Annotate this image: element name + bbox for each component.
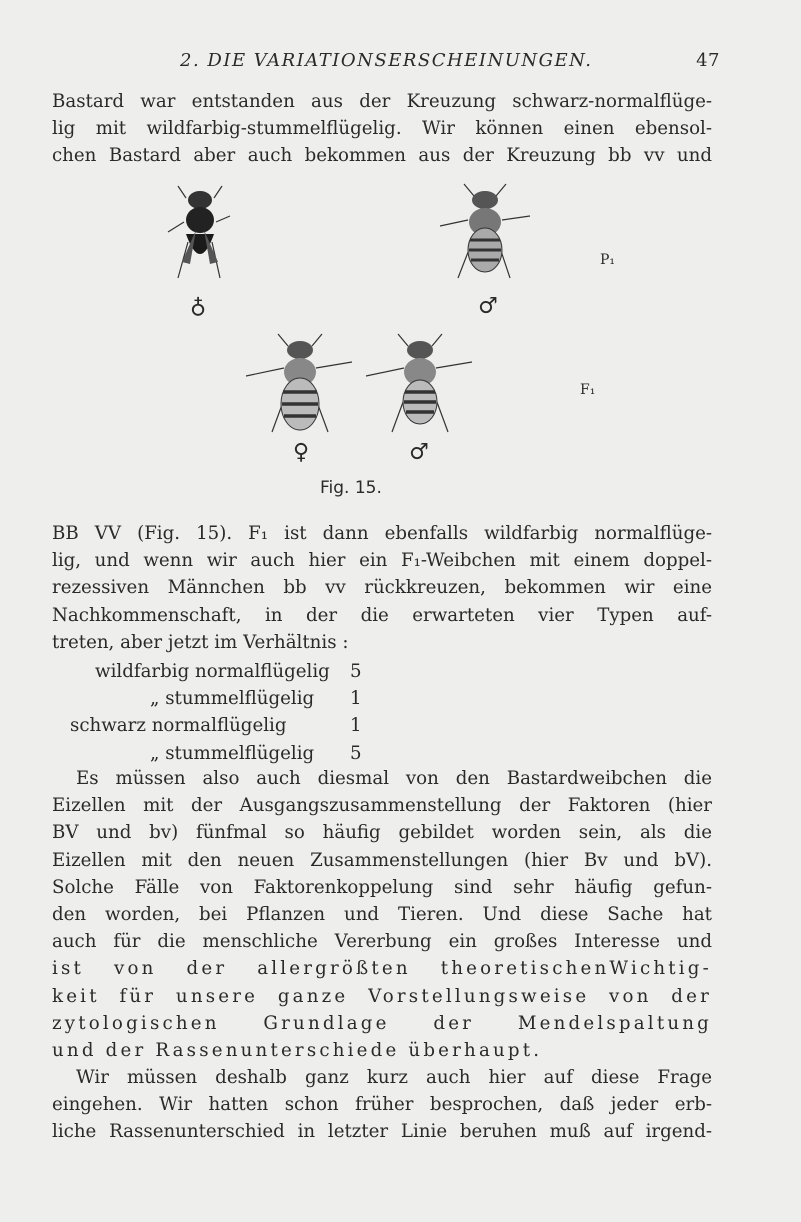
sex-symbol: ♂ (478, 294, 498, 319)
text-line: liche Rassenunterschied in letzter Linie beruhen muß auf irgend- (52, 1121, 712, 1143)
text-line: Eizellen mit den neuen Zusammenstellungen (hier Bv und bV). (52, 849, 712, 871)
text-line: lig mit wildfarbig-stummelflügelig. Wir können einen ebensol- (52, 118, 712, 140)
text-line: rezessiven Männchen bb vv rückkreuzen, bekommen wir eine (52, 577, 712, 599)
ratio-label: „ stummelflügelig (150, 688, 315, 710)
row-label-p1: P₁ (600, 252, 616, 268)
text-line: Es müssen also auch diesmal von den Bastardweibchen die (76, 768, 712, 789)
text-line: treten, aber jetzt im Verhältnis : (52, 631, 349, 653)
text-line: Eizellen mit der Ausgangszusammenstellung der Faktoren (hier (52, 795, 712, 817)
sex-symbol: ♂ (409, 440, 429, 465)
chapter-title: 2. DIE VARIATIONSERSCHEINUNGEN. (180, 50, 593, 71)
ratio-label: „ stummelflügelig (150, 742, 315, 764)
page-number: 47 (696, 50, 720, 71)
sex-symbol: ♁ (190, 294, 207, 319)
text-line: Bastard war entstanden aus der Kreuzung schwarz-normalflüge- (52, 91, 712, 112)
top-paragraph (52, 88, 712, 170)
figure-caption: Fig. 15. (320, 478, 382, 498)
ratio-row (95, 658, 415, 685)
text-line: und der Rassenunterschiede überhaupt. (52, 1040, 543, 1062)
text-line: Wir müssen deshalb ganz kurz auch hier auf diese Frage (76, 1067, 712, 1088)
fly-illustration-f1-right (360, 332, 480, 447)
text-line: chen Bastard aber auch bekommen aus der Kreuzung bb vv und (52, 145, 712, 167)
ratio-value: 1 (350, 688, 362, 710)
text-line: Nachkommenschaft, in der die erwarteten vier Typen auf- (52, 604, 712, 626)
sex-symbol: ♀ (293, 440, 310, 465)
ratio-value: 1 (350, 715, 362, 737)
text-line: ist von der allergrößten theoretischenWichtig- (52, 958, 712, 980)
running-header (180, 50, 720, 80)
ratio-value: 5 (350, 742, 362, 764)
ratio-row (70, 712, 390, 739)
ratio-label: schwarz normalflügelig (70, 715, 287, 737)
fly-illustration-p1-left (160, 182, 240, 292)
ratio-row (95, 685, 415, 712)
paragraph-4 (52, 1064, 712, 1146)
text-line: Solche Fälle von Faktorenkoppelung sind sehr häufig gefun- (52, 876, 712, 898)
text-line: eingehen. Wir hatten schon früher besprochen, daß jeder erb- (52, 1094, 712, 1116)
ratio-label: wildfarbig normalflügelig (95, 661, 330, 682)
paragraph-3 (52, 765, 712, 1064)
text-line: den worden, bei Pflanzen und Tieren. Und diese Sache hat (52, 904, 712, 926)
text-line: keit für unsere ganze Vorstellungsweise von der (52, 985, 712, 1007)
text-line: BV und bv) fünfmal so häufig gebildet worden sein, als die (52, 822, 712, 844)
text-line: lig, und wenn wir auch hier ein F₁-Weibchen mit einem doppel- (52, 550, 712, 572)
text-line: zytologischen Grundlage der Mendelspaltung (52, 1012, 712, 1034)
ratio-value: 5 (350, 661, 362, 682)
row-label-f1: F₁ (580, 382, 596, 398)
paragraph-2 (52, 520, 712, 656)
ratio-row (95, 740, 415, 767)
text-line: BB VV (Fig. 15). F₁ ist dann ebenfalls wildfarbig normalflüge- (52, 523, 712, 544)
ratio-list (70, 658, 415, 767)
figure-15 (130, 182, 650, 512)
fly-illustration-p1-right (430, 182, 540, 292)
fly-illustration-f1-left (240, 332, 360, 447)
text-line: auch für die menschliche Vererbung ein großes Interesse und (52, 931, 712, 953)
